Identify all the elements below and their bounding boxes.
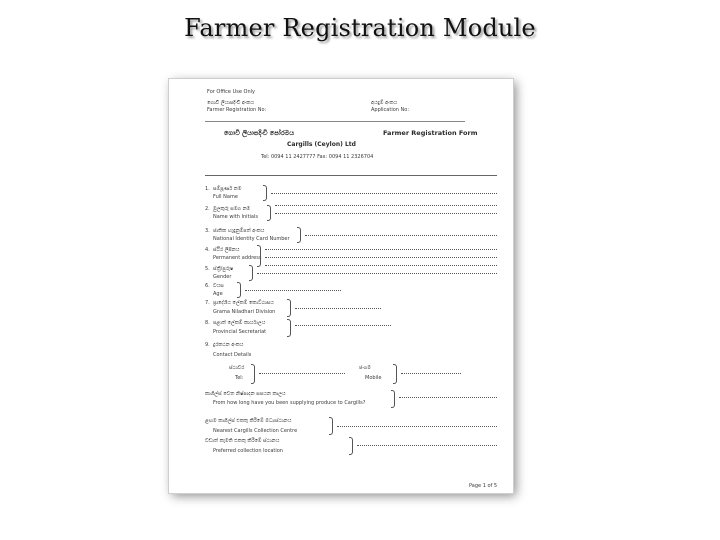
field-7-label-en: Grama Niladhari Division — [213, 309, 276, 315]
q10-brace — [391, 390, 395, 408]
tel-line — [259, 373, 345, 374]
field-2-label-en: Name with Initials — [213, 214, 258, 220]
tel-brace — [251, 364, 255, 384]
header-divider — [205, 175, 497, 176]
field-5-number: 5. — [205, 266, 210, 272]
field-5-label-si: ස්ත්‍රී/පුරුෂ — [213, 266, 234, 272]
field-9-label-si: දුරකථන අංකය — [213, 342, 244, 348]
field-8-number: 8. — [205, 320, 210, 326]
field-2-line-2 — [275, 213, 497, 214]
field-2-label-si: මුලකුරු සමග නම — [213, 206, 251, 212]
field-2-line-1 — [275, 205, 497, 206]
form-title-si: ගොවි ලියාපදිංචි පෝරමය — [224, 129, 295, 137]
field-4-line-2 — [265, 257, 497, 258]
field-9-label-en: Contact Details — [213, 352, 252, 358]
mobile-line — [401, 373, 461, 374]
q11-label-si: ළඟම කාගිල්ස් එකතු කිරීමේ මධ්‍යස්ථානය — [205, 418, 292, 424]
field-8-brace — [287, 319, 291, 337]
field-2-number: 2. — [205, 206, 210, 212]
office-use-header: For Office Use Only — [207, 89, 255, 95]
field-6-label-en: Age — [213, 291, 223, 297]
office-right-en: Application No: — [371, 107, 410, 113]
field-4-line-3 — [265, 265, 497, 266]
field-9-number: 9. — [205, 342, 210, 348]
field-4-number: 4. — [205, 247, 210, 253]
q11-brace — [329, 417, 333, 435]
field-7-label-si: ප්‍රාදේශීය ලේකම් කොට්ඨාසය — [213, 300, 274, 306]
field-3-brace — [297, 227, 301, 243]
field-4-label-en: Permanent address — [213, 255, 262, 261]
q12-brace — [349, 437, 353, 455]
q10-label-si: කාගිල්ස් වෙත නිෂ්පාදන සපයන කාලය — [205, 391, 286, 397]
field-1-label-en: Full Name — [213, 194, 238, 200]
field-3-label-si: ජාතික හැඳුනුම්පත් අංකය — [213, 228, 265, 234]
field-7-number: 7. — [205, 300, 210, 306]
office-left-en: Farmer Registration No: — [207, 107, 267, 113]
mobile-brace — [393, 364, 397, 384]
field-5-line — [257, 273, 497, 274]
tel-label-si: ස්ථාවර — [229, 365, 245, 371]
office-left-si: ගොවි ලියාපදිංචි අංකය — [207, 100, 254, 106]
field-4-line-1 — [265, 249, 497, 250]
field-8-label-en: Provincial Secretariat — [213, 329, 267, 335]
q12-label-si: වඩාත් කැමති එකතු කිරීමේ ස්ථානය — [205, 438, 280, 444]
form-page — [168, 78, 514, 494]
company-name: Cargills (Ceylon) Ltd — [287, 141, 356, 148]
slide-title: Farmer Registration Module — [184, 14, 536, 42]
field-4-label-si: ස්ථිර ලිපිනය — [213, 247, 240, 253]
q11-line — [337, 426, 497, 427]
field-3-label-en: National Identity Card Number — [213, 236, 290, 242]
q12-label-en: Preferred collection location — [213, 448, 283, 454]
field-7-line — [295, 308, 381, 309]
field-3-line — [305, 235, 497, 236]
mobile-label-en: Mobile — [365, 375, 382, 381]
field-8-line — [295, 325, 391, 326]
field-5-brace — [249, 265, 253, 281]
office-right-si: අයදුම් අංකය — [371, 100, 398, 106]
page-number: Page 1 of 5 — [469, 483, 498, 489]
company-contact: Tel: 0094 11 2427777 Fax: 0094 11 2326704 — [261, 154, 374, 160]
q10-line — [399, 397, 497, 398]
field-1-line — [271, 193, 497, 194]
field-8-label-si: පළාත් ලේකම් කාර්යාලය — [213, 320, 266, 326]
field-4-brace — [257, 245, 261, 267]
tel-label-en: Tel: — [235, 375, 244, 381]
field-6-number: 6. — [205, 283, 210, 289]
q10-label-en: From how long have you been supplying produce to Cargills? — [213, 400, 366, 406]
field-3-number: 3. — [205, 228, 210, 234]
field-1-number: 1. — [205, 186, 210, 192]
field-6-line — [245, 290, 341, 291]
q12-line — [357, 445, 497, 446]
mobile-label-si: ජංගම — [359, 365, 371, 371]
field-7-brace — [287, 299, 291, 317]
form-title-en: Farmer Registration Form — [383, 129, 478, 137]
field-6-label-si: වයස — [213, 283, 224, 289]
field-1-label-si: සම්පූර්ණ නම — [213, 186, 242, 192]
field-5-label-en: Gender — [213, 274, 232, 280]
field-6-brace — [237, 282, 241, 298]
field-2-brace — [267, 205, 271, 221]
field-1-brace — [263, 185, 267, 201]
q11-label-en: Nearest Cargills Collection Centre — [213, 428, 298, 434]
